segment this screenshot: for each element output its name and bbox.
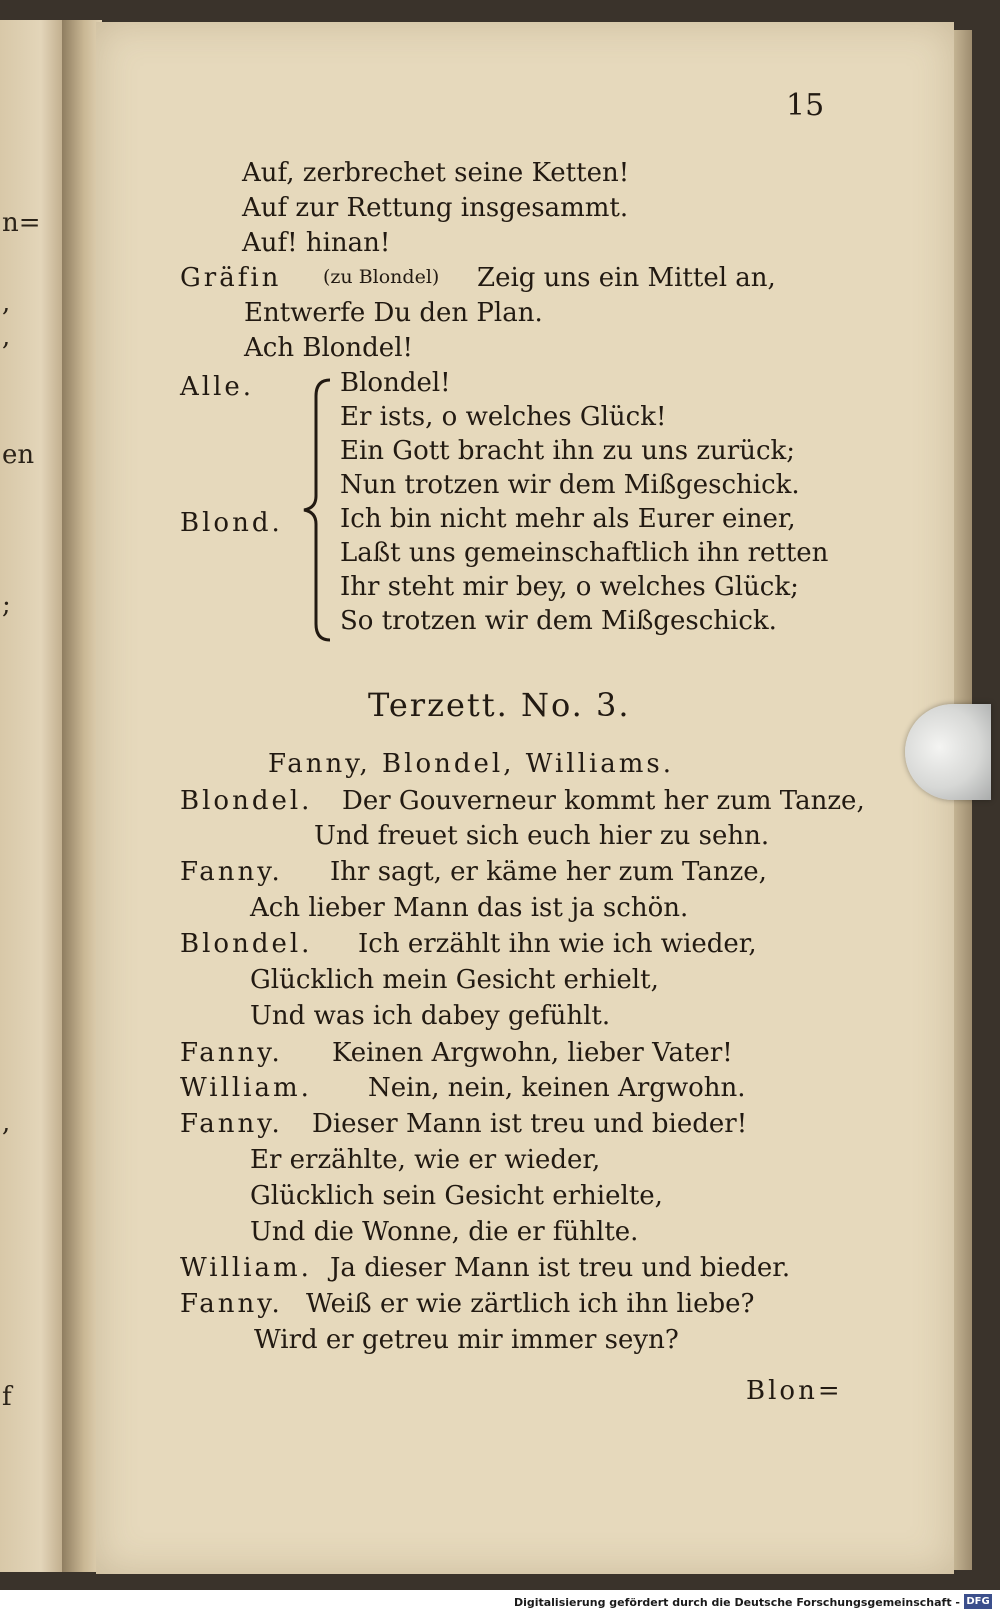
verse-line: Auf, zerbrechet seine Ketten! <box>242 158 630 188</box>
dialogue-line: Der Gouverneur kommt her zum Tanze, <box>342 786 865 816</box>
chorus-line: Blondel! <box>340 368 451 398</box>
dialogue-line: Ihr sagt, er käme her zum Tanze, <box>330 857 767 887</box>
speaker: Fanny. <box>180 1038 283 1068</box>
verse-line: Auf zur Rettung insgesammt. <box>242 193 629 223</box>
section-heading: Terzett. No. 3. <box>368 686 631 724</box>
dialogue-line: Dieser Mann ist treu und bieder! <box>312 1109 748 1139</box>
speaker: Blondel. <box>180 786 313 816</box>
chorus-line: Er ists, o welches Glück! <box>340 402 667 432</box>
dialogue-line: Ja dieser Mann ist treu und bieder. <box>330 1253 791 1283</box>
left-page-fragment: ; <box>2 590 11 620</box>
cast-list: Fanny, Blondel, Williams. <box>268 749 675 779</box>
speaker-alle: Alle. <box>180 372 255 402</box>
chorus-line: Laßt uns gemeinschaftlich ihn retten <box>340 538 829 568</box>
footer-bar <box>0 1590 1000 1620</box>
verse-line: Auf! hinan! <box>242 228 391 258</box>
chorus-line: So trotzen wir dem Mißgeschick. <box>340 606 777 636</box>
dialogue-line: Und freuet sich euch hier zu sehn. <box>314 821 770 851</box>
stage-direction: (zu Blondel) <box>323 266 440 288</box>
speaker: Fanny. <box>180 1289 283 1319</box>
footer-credit: Digitalisierung gefördert durch die Deutsche Forschungsgemeinschaft - <box>513 1596 960 1609</box>
dialogue-line: Glücklich sein Gesicht erhielte, <box>250 1181 663 1211</box>
dialogue-line: Ach lieber Mann das ist ja schön. <box>250 893 689 923</box>
speaker-blond: Blond. <box>180 508 283 538</box>
left-page-fragment: n= <box>2 208 41 238</box>
verse-line: Entwerfe Du den Plan. <box>244 298 543 328</box>
left-page-fragment: f <box>2 1382 12 1412</box>
speaker: William. <box>180 1073 312 1103</box>
dialogue-line: Glücklich mein Gesicht erhielt, <box>250 965 659 995</box>
dialogue-line: Und was ich dabey gefühlt. <box>250 1001 611 1031</box>
chorus-line: Ihr steht mir bey, o welches Glück; <box>340 572 799 602</box>
left-page-fragment: , <box>2 1108 11 1138</box>
page-clip <box>905 704 991 800</box>
speaker: William. <box>180 1253 312 1283</box>
speaker: Fanny. <box>180 1109 283 1139</box>
verse-line: Zeig uns ein Mittel an, <box>477 263 776 293</box>
left-page-fragment: , <box>2 322 11 352</box>
curly-brace <box>302 378 334 642</box>
dialogue-line: Ich erzählt ihn wie ich wieder, <box>358 929 757 959</box>
chorus-line: Ich bin nicht mehr als Eurer einer, <box>340 504 796 534</box>
left-page-fragment: en <box>2 440 35 470</box>
speaker: Fanny. <box>180 857 283 887</box>
verse-line: Ach Blondel! <box>244 333 413 363</box>
dialogue-line: Wird er getreu mir immer seyn? <box>254 1325 679 1355</box>
speaker-graefin: Gräfin <box>180 263 282 293</box>
speaker: Blondel. <box>180 929 313 959</box>
dialogue-line: Keinen Argwohn, lieber Vater! <box>332 1038 733 1068</box>
dialogue-line: Und die Wonne, die er fühlte. <box>250 1217 639 1247</box>
left-page-edge <box>0 20 68 1572</box>
dfg-logo: DFG <box>964 1594 992 1609</box>
page-number: 15 <box>786 88 825 123</box>
dialogue-line: Er erzählte, wie er wieder, <box>250 1145 601 1175</box>
chorus-line: Ein Gott bracht ihn zu uns zurück; <box>340 436 796 466</box>
chorus-line: Nun trotzen wir dem Mißgeschick. <box>340 470 800 500</box>
dialogue-line: Weiß er wie zärtlich ich ihn liebe? <box>306 1289 755 1319</box>
left-page-fragment: , <box>2 288 11 318</box>
dialogue-line: Nein, nein, keinen Argwohn. <box>368 1073 746 1103</box>
catchword: Blon= <box>746 1376 843 1406</box>
